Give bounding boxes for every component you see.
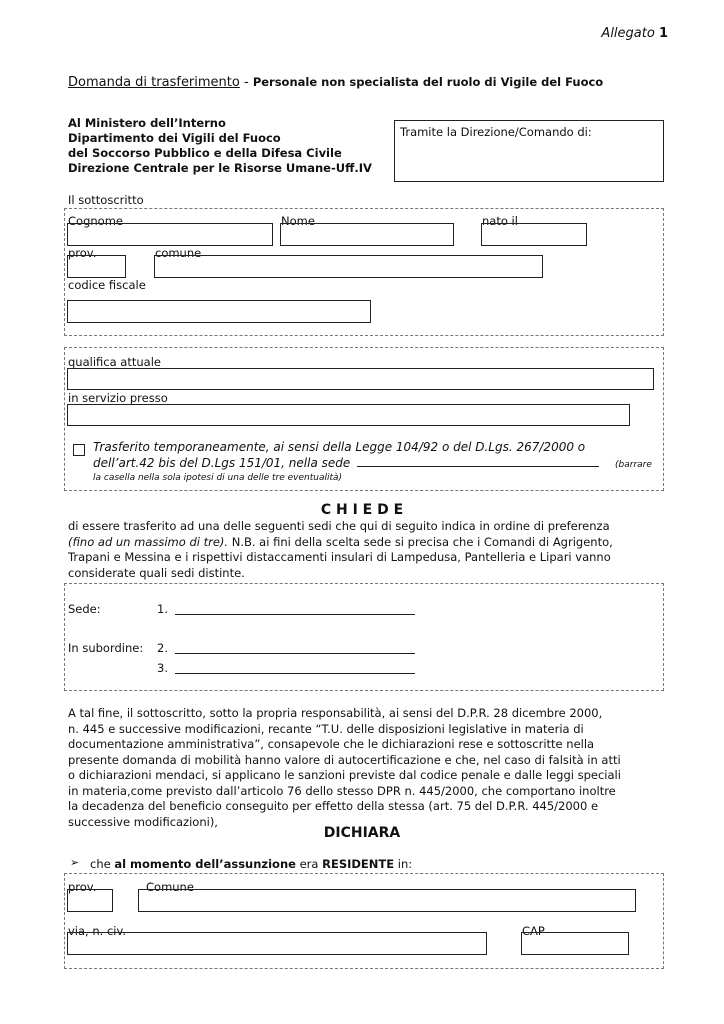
sede-2-line[interactable] bbox=[175, 640, 415, 654]
cap-label: CAP bbox=[522, 924, 545, 938]
res-comune-field[interactable] bbox=[138, 889, 636, 912]
declaration-line: presente domanda di mobilità hanno valore di autocertificazione e che, nel caso di falsità in atti bbox=[68, 752, 621, 767]
qualifica-label: qualifica attuale bbox=[68, 355, 161, 369]
page-title bbox=[68, 71, 603, 90]
declaration-line: n. 445 e successive modificazioni, recante “T.U. delle disposizioni legislative in materia di bbox=[68, 721, 584, 736]
sede-number-2: 2. bbox=[157, 641, 168, 655]
tramite-box[interactable] bbox=[394, 120, 664, 182]
res-comune-label: Comune bbox=[146, 880, 194, 894]
allegato-text: Allegato bbox=[601, 26, 655, 41]
chiede-intro-line: di essere trasferito ad una delle seguenti sedi che qui di seguito indica in ordine di preferenza bbox=[68, 519, 610, 533]
chiede-heading: C H I E D E bbox=[320, 502, 404, 518]
bullet-pre: che bbox=[90, 857, 115, 871]
sedi-section bbox=[64, 583, 664, 691]
chiede-intro-line: considerate quali sedi distinte. bbox=[68, 565, 245, 580]
cognome-label: Cognome bbox=[68, 214, 123, 228]
addressee-line: Dipartimento dei Vigili del Fuoco bbox=[68, 131, 281, 145]
sede-number-3: 3. bbox=[157, 661, 168, 675]
chiede-intro-line bbox=[68, 535, 658, 551]
servizio-label: in servizio presso bbox=[68, 391, 168, 405]
codice-fiscale-label: codice fiscale bbox=[68, 278, 146, 292]
tramite-label: Tramite la Direzione/Comando di: bbox=[400, 125, 592, 139]
bullet-post: in: bbox=[394, 857, 413, 871]
servizio-field[interactable] bbox=[67, 404, 630, 426]
subordine-label: In subordine: bbox=[68, 641, 144, 655]
chiede-intro-rest: N.B. ai fini della scelta sede si precisa che i Comandi di Agrigento, bbox=[228, 534, 613, 549]
res-prov-field[interactable] bbox=[67, 889, 113, 912]
title-sub: Personale non specialista del ruolo di Vigile del Fuoco bbox=[252, 75, 604, 89]
nome-field[interactable] bbox=[280, 223, 454, 246]
trasferito-checkbox[interactable] bbox=[73, 444, 85, 456]
declaration-line: o dichiarazioni mendaci, si applicano le sanzioni previste dal codice penale e dalle leggi speciali bbox=[68, 768, 621, 782]
allegato-label bbox=[601, 26, 668, 41]
title-main: Domanda di trasferimento bbox=[68, 75, 240, 90]
chiede-intro-line: Trapani e Messina e i rispettivi distaccamenti insulari di Lampedusa, Pantelleria e Lipari vanno bbox=[68, 550, 611, 564]
declaration-line: A tal fine, il sottoscritto, sotto la propria responsabilità, ai sensi del D.P.R. 28 dicembre 2000, bbox=[68, 706, 603, 720]
addressee-line: Al Ministero dell’Interno bbox=[68, 116, 226, 130]
allegato-number: 1 bbox=[658, 26, 668, 41]
comune-field[interactable] bbox=[154, 255, 543, 278]
declaration-line: in materia,come previsto dall’articolo 76 dello stesso DPR n. 445/2000, che comportano inoltre bbox=[68, 783, 616, 798]
sede-number-1: 1. bbox=[157, 602, 168, 616]
cap-field[interactable] bbox=[521, 932, 629, 955]
via-field[interactable] bbox=[67, 932, 487, 955]
sede-3-line[interactable] bbox=[175, 660, 415, 674]
chiede-intro-italic: (fino ad un massimo di tre). bbox=[68, 534, 229, 549]
bullet-mid: era bbox=[295, 857, 323, 871]
chiede-intro bbox=[68, 519, 658, 581]
birth-date-field[interactable] bbox=[481, 223, 587, 246]
trasferito-text-1: Trasferito temporaneamente, ai sensi della Legge 104/92 o del D.Lgs. 267/2000 o bbox=[93, 440, 586, 454]
sede-label: Sede: bbox=[68, 602, 101, 616]
cognome-field[interactable] bbox=[67, 223, 273, 246]
bullet-bold-2: RESIDENTE bbox=[322, 857, 395, 871]
sede-1-line[interactable] bbox=[175, 601, 415, 615]
qualifica-field[interactable] bbox=[67, 368, 654, 390]
barrare-note-2: la casella nella sola ipotesi di una delle tre eventualità) bbox=[93, 473, 343, 483]
bullet-bold-1: al momento dell’assunzione bbox=[114, 857, 296, 871]
dichiara-heading: DICHIARA bbox=[323, 825, 401, 841]
prov-field[interactable] bbox=[67, 255, 126, 278]
comune-label: comune bbox=[155, 246, 202, 260]
declaration-line: la decadenza del beneficio conseguito per effetto della stessa (art. 75 del D.P.R. 445/2000 e bbox=[68, 799, 599, 813]
codice-fiscale-field[interactable] bbox=[67, 300, 371, 323]
res-prov-label: prov. bbox=[68, 880, 97, 894]
declaration-paragraph bbox=[68, 706, 658, 830]
nome-label: Nome bbox=[281, 214, 315, 228]
prov-label: prov. bbox=[68, 246, 97, 260]
addressee-block bbox=[68, 116, 372, 176]
arrow-bullet-icon: ➢ bbox=[70, 856, 80, 869]
sottoscritto-label: Il sottoscritto bbox=[68, 193, 144, 207]
addressee-line: del Soccorso Pubblico e della Difesa Civile bbox=[68, 146, 342, 160]
barrare-note-1: (barrare bbox=[615, 460, 652, 470]
title-separator: - bbox=[239, 75, 253, 90]
declaration-line: documentazione amministrativa”, consapevole che le dichiarazioni rese e sottoscritte nella bbox=[68, 737, 595, 751]
nato-il-label: nato il bbox=[482, 214, 518, 228]
declaration-line: successive modificazioni), bbox=[68, 814, 218, 829]
trasferito-text-2 bbox=[93, 456, 599, 470]
via-label: via, n. civ. bbox=[68, 924, 127, 938]
residente-statement bbox=[90, 857, 412, 871]
addressee-line: Direzione Centrale per le Risorse Umane-Uff.IV bbox=[68, 161, 372, 175]
sede-blank-line[interactable] bbox=[357, 466, 599, 467]
trasferito-line2: dell’art.42 bis del D.Lgs 151/01, nella sede bbox=[93, 456, 351, 470]
